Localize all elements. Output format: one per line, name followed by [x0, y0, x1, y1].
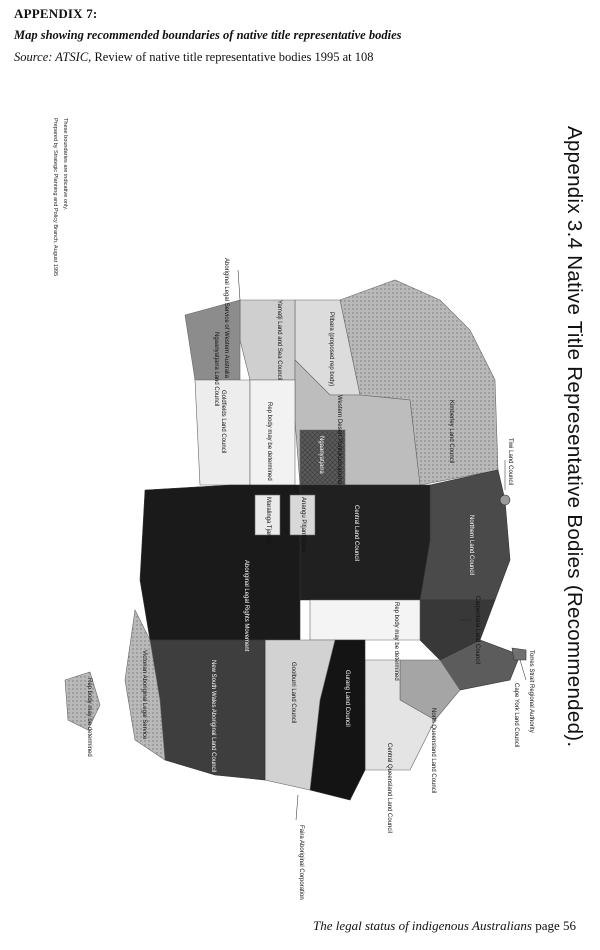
region-yamatji	[240, 300, 295, 380]
region-central	[300, 485, 430, 600]
label-central-qld: Central Queensland Land Council	[386, 743, 392, 834]
label-rep-tbd-qld: Rep body may be determined	[393, 602, 399, 681]
label-rep-tbd-wa: Rep body may be determined	[266, 402, 272, 481]
label-faira: Faira Aboriginal Corporation	[298, 825, 304, 900]
label-victoria: Victorian Aboriginal Legal Service	[141, 650, 147, 740]
label-goldfields: Goldfields Land Council	[220, 390, 226, 454]
label-ngaanyatjarra: Ngaanyatjarra	[318, 436, 324, 474]
appendix-heading: APPENDIX 7:	[14, 6, 98, 21]
label-tas: Rep body may be determined	[86, 678, 92, 757]
label-central: Central Land Council	[353, 505, 359, 562]
label-pilbara: Pilbara (proposed rep body)	[328, 312, 334, 387]
label-yamatji: Yamatji Land and Sea Council	[276, 300, 282, 381]
source-lead: Source: ATSIC,	[14, 50, 92, 64]
label-carpentaria: Carpentaria Land Council	[474, 596, 480, 665]
source-rest: Review of native title representative bodies 1995 at 108	[91, 50, 374, 64]
label-nsw: New South Wales Aboriginal Land Council	[210, 660, 216, 773]
label-gurang: Gurang Land Council	[344, 670, 350, 727]
label-cape-york: Cape York Land Council	[513, 683, 519, 748]
label-maralinga: Maralinga Tjarutja	[265, 497, 271, 545]
map-note-indicative: These boundaries are indicative only.	[62, 118, 68, 211]
region-tasmania	[65, 672, 100, 730]
label-western-desert: Western Desert Puntukurnuparna	[336, 395, 342, 485]
page-footer	[313, 918, 576, 934]
label-kimberley: Kimberley Land Council	[448, 400, 454, 464]
region-ngaanyatjarra-lc	[185, 300, 240, 380]
region-tiwi-island	[500, 495, 510, 505]
label-ap: Anangu Pitjantjatjara	[300, 497, 306, 553]
label-alswa: Aboriginal Legal Service of Western Australia	[223, 258, 229, 378]
label-north-qld: North Queensland Land Council	[430, 708, 436, 794]
region-northern	[420, 470, 510, 600]
label-tiwi: Tiwi Land Council	[507, 438, 513, 486]
appendix-subtitle: Map showing recommended boundaries of native title representative bodies	[14, 28, 402, 42]
region-torres-strait	[512, 648, 526, 660]
footer-page: page 56	[531, 918, 576, 933]
label-ngaanyatjarra-lc: Ngaanyatjarra Land Council	[213, 332, 219, 407]
footer-title: The legal status of indigenous Australians	[312, 918, 532, 933]
label-torres: Torres Strait Regional Authority	[528, 650, 534, 733]
region-nsw	[150, 640, 265, 780]
map-title: Appendix 3.4 Native Title Representative Bodies (Recommended).	[563, 126, 586, 748]
region-rep-tbd-qld	[310, 600, 420, 640]
label-goolburri: Goolburri Land Council	[290, 662, 296, 724]
map-note-prepared: Prepared by Strategic Planning and Policy Branch, August 1995	[52, 118, 58, 277]
label-als-sa: Aboriginal Legal Rights Movement	[243, 560, 249, 652]
label-northern: Northern Land Council	[468, 515, 474, 576]
